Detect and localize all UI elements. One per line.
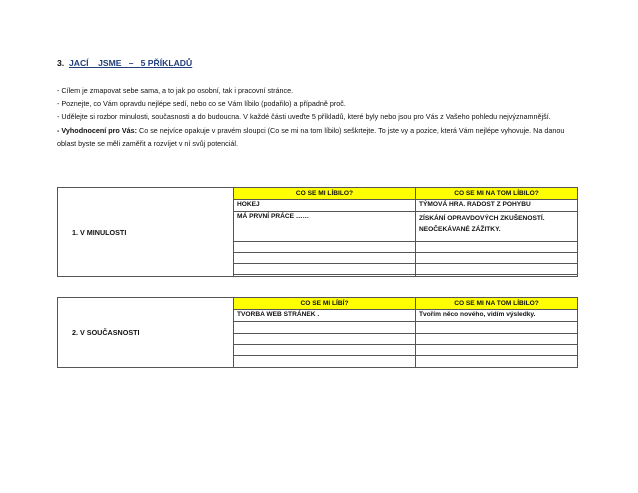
present-cell-1-2[interactable]: Tvořím něco nového, vidím výsledky. [416,310,578,322]
heading-dash: – [128,58,134,68]
present-col1-header: CO SE MI LÍBÍ? [234,298,416,310]
heading-word-jsme: JSME [98,58,122,68]
instruction-line-3: - Udělejte si rozbor minulosti, současnosti a do budoucna. V každé části uveďte 5 příkladů, které byly nebo jsou pro Vás z Vašeho pohledu nejvýznamnější. [57,112,551,122]
present-cell-1-1[interactable]: TVORBA WEB STRÁNEK . [234,310,416,322]
evaluation-label: - Vyhodnocení pro Vás: [57,125,138,135]
present-row-label: 2. V SOUČASNOSTI [58,298,234,368]
past-cell-1-2[interactable]: TÝMOVÁ HRA. RADOST Z POHYBU [416,200,578,212]
instruction-line-1: - Cílem je zmapovat sebe sama, a to jak po osobní, tak i pracovní stránce. [57,86,294,95]
present-cell-3-2[interactable] [416,334,578,345]
past-cell-5-1[interactable] [234,264,416,275]
evaluation-text: Co se nejvíce opakuje v pravém sloupci (Co se mi na tom líbilo) seškrtejte. To jste vy a pozice, která Vám nejlépe vyhovuje. Na danou oblast byste se měli zaměřit a rozvíjet v ní svůj potenciál. [57,125,565,148]
present-cell-5-1[interactable] [234,356,416,368]
instructions [57,84,577,150]
heading-word-jaci: JACÍ [68,58,89,68]
instruction-line-2: - Poznejte, co Vám opravdu nejlépe sedí, nebo co se Vám líbilo (podařilo) a případně proč. [57,99,346,109]
past-cell-3-2[interactable] [416,242,578,253]
section-number: 3. [57,58,65,68]
past-cell-3-1[interactable] [234,242,416,253]
past-table [57,187,578,277]
present-cell-4-2[interactable] [416,345,578,356]
present-cell-5-2[interactable] [416,356,578,368]
past-cell-2-2[interactable]: ZÍSKÁNÍ OPRAVDOVÝCH ZKUŠENOSTÍ. NEOČEKÁVANÉ ZÁŽITKY. [416,212,578,242]
present-cell-3-1[interactable] [234,334,416,345]
heading-rest: 5 PŘÍKLADŮ [140,58,193,68]
present-col2-header: CO SE MI NA TOM LÍBILO? [416,298,578,310]
present-table [57,297,578,368]
past-row-label: 1. V MINULOSTI [58,188,234,277]
past-cell-4-1[interactable] [234,253,416,264]
past-cell-4-2[interactable] [416,253,578,264]
instruction-line-4 [57,124,577,150]
past-cell-2-1[interactable]: MÁ PRVNÍ PRÁCE …… [234,212,416,242]
past-cell-5-2[interactable] [416,264,578,275]
past-col2-header: CO SE MI NA TOM LÍBILO? [416,188,578,200]
section-heading [57,58,192,68]
present-cell-2-2[interactable] [416,322,578,334]
present-cell-2-1[interactable] [234,322,416,334]
past-cell-1-1[interactable]: HOKEJ [234,200,416,212]
past-col1-header: CO SE MI LÍBILO? [234,188,416,200]
present-cell-4-1[interactable] [234,345,416,356]
